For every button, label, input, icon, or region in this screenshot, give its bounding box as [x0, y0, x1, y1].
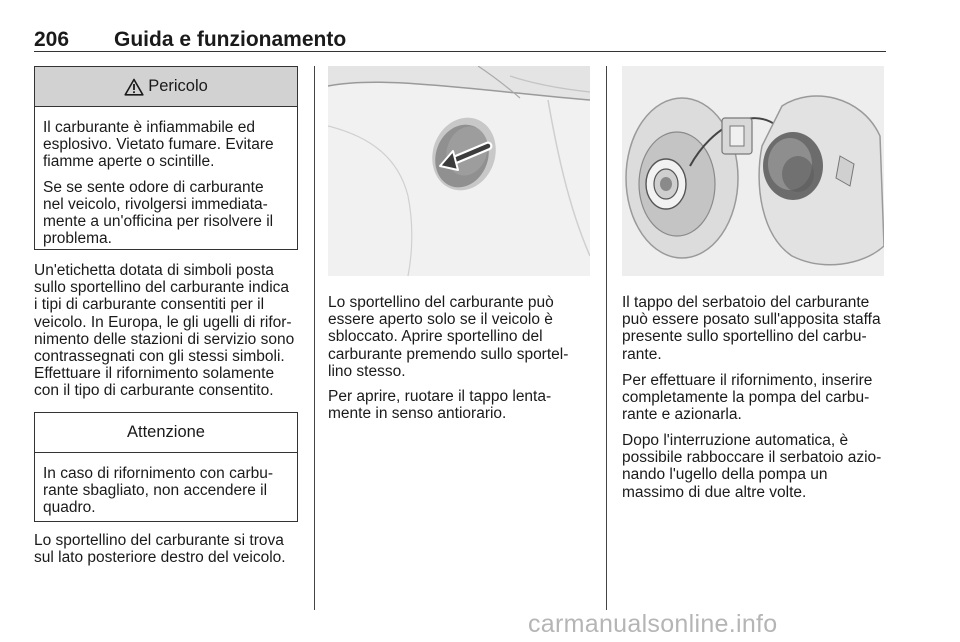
- column3-paragraph: Il tappo del serbatoio del carburante può essere posato sull'apposita staffa presente sullo sportellino del carbu- rante.: [622, 294, 881, 363]
- column2-paragraph: Lo sportellino del carburante può essere aperto solo se il veicolo è sbloccato. Aprire sportellino del carburante premendo sullo sportel- lino stesso.: [328, 294, 569, 380]
- fuel-door-illustration: [328, 66, 590, 276]
- column-divider-1: [314, 66, 315, 610]
- watermark-text: carmanualsonline.info: [528, 610, 778, 638]
- danger-box-header: [35, 67, 297, 107]
- fuel-door-location-paragraph: Lo sportellino del carburante si trova sul lato posteriore destro del veicolo.: [34, 532, 286, 567]
- danger-paragraph: Se se sente odore di carburante nel veicolo, rivolgersi immediata- mente a un'officina per risolvere il problema.: [43, 178, 274, 248]
- page-header: [34, 28, 886, 52]
- column3-paragraph: Dopo l'interruzione automatica, è possibile rabboccare il serbatoio azio- nando l'ugello della pompa un massimo di due altre volte.: [622, 432, 882, 501]
- danger-box-body: [35, 107, 297, 255]
- fuel-label-paragraph: Un'etichetta dotata di simboli posta sullo sportellino del carburante indica i tipi di carburante consentiti per il veicolo. In Europa, le gli ugelli di rifor- nimento delle stazioni di servizio sono contrassegnati con gli stessi simboli. Effettuare il rifornimento solamente con il tipo di carburante consentito.: [34, 262, 295, 400]
- chapter-title: Guida e funzionamento: [114, 28, 347, 51]
- caution-box-header: [35, 413, 297, 453]
- caution-box-body: [35, 453, 297, 525]
- warning-triangle-icon: [124, 78, 144, 96]
- column3-paragraph: Per effettuare il rifornimento, inserire completamente la pompa del carbu- rante e azionarla.: [622, 372, 873, 424]
- caution-paragraph: In caso di rifornimento con carbu- rante sbagliato, non accendere il quadro.: [43, 465, 274, 517]
- fuel-cap-illustration: [622, 66, 884, 276]
- caution-box: [34, 412, 298, 522]
- column2-paragraph: Per aprire, ruotare il tappo lenta- mente in senso antiorario.: [328, 388, 552, 423]
- caution-box-title: Attenzione: [127, 423, 205, 441]
- danger-box-title: Pericolo: [148, 77, 208, 95]
- danger-paragraph: Il carburante è infiammabile ed esplosivo. Vietato fumare. Evitare fiamme aperte o scintille.: [43, 119, 274, 171]
- column-divider-2: [606, 66, 607, 610]
- page-number: 206: [34, 28, 70, 51]
- header-rule: [34, 51, 886, 52]
- fuel-door-drawing: [328, 66, 590, 276]
- fuel-cap-drawing: [622, 66, 884, 276]
- danger-box: [34, 66, 298, 250]
